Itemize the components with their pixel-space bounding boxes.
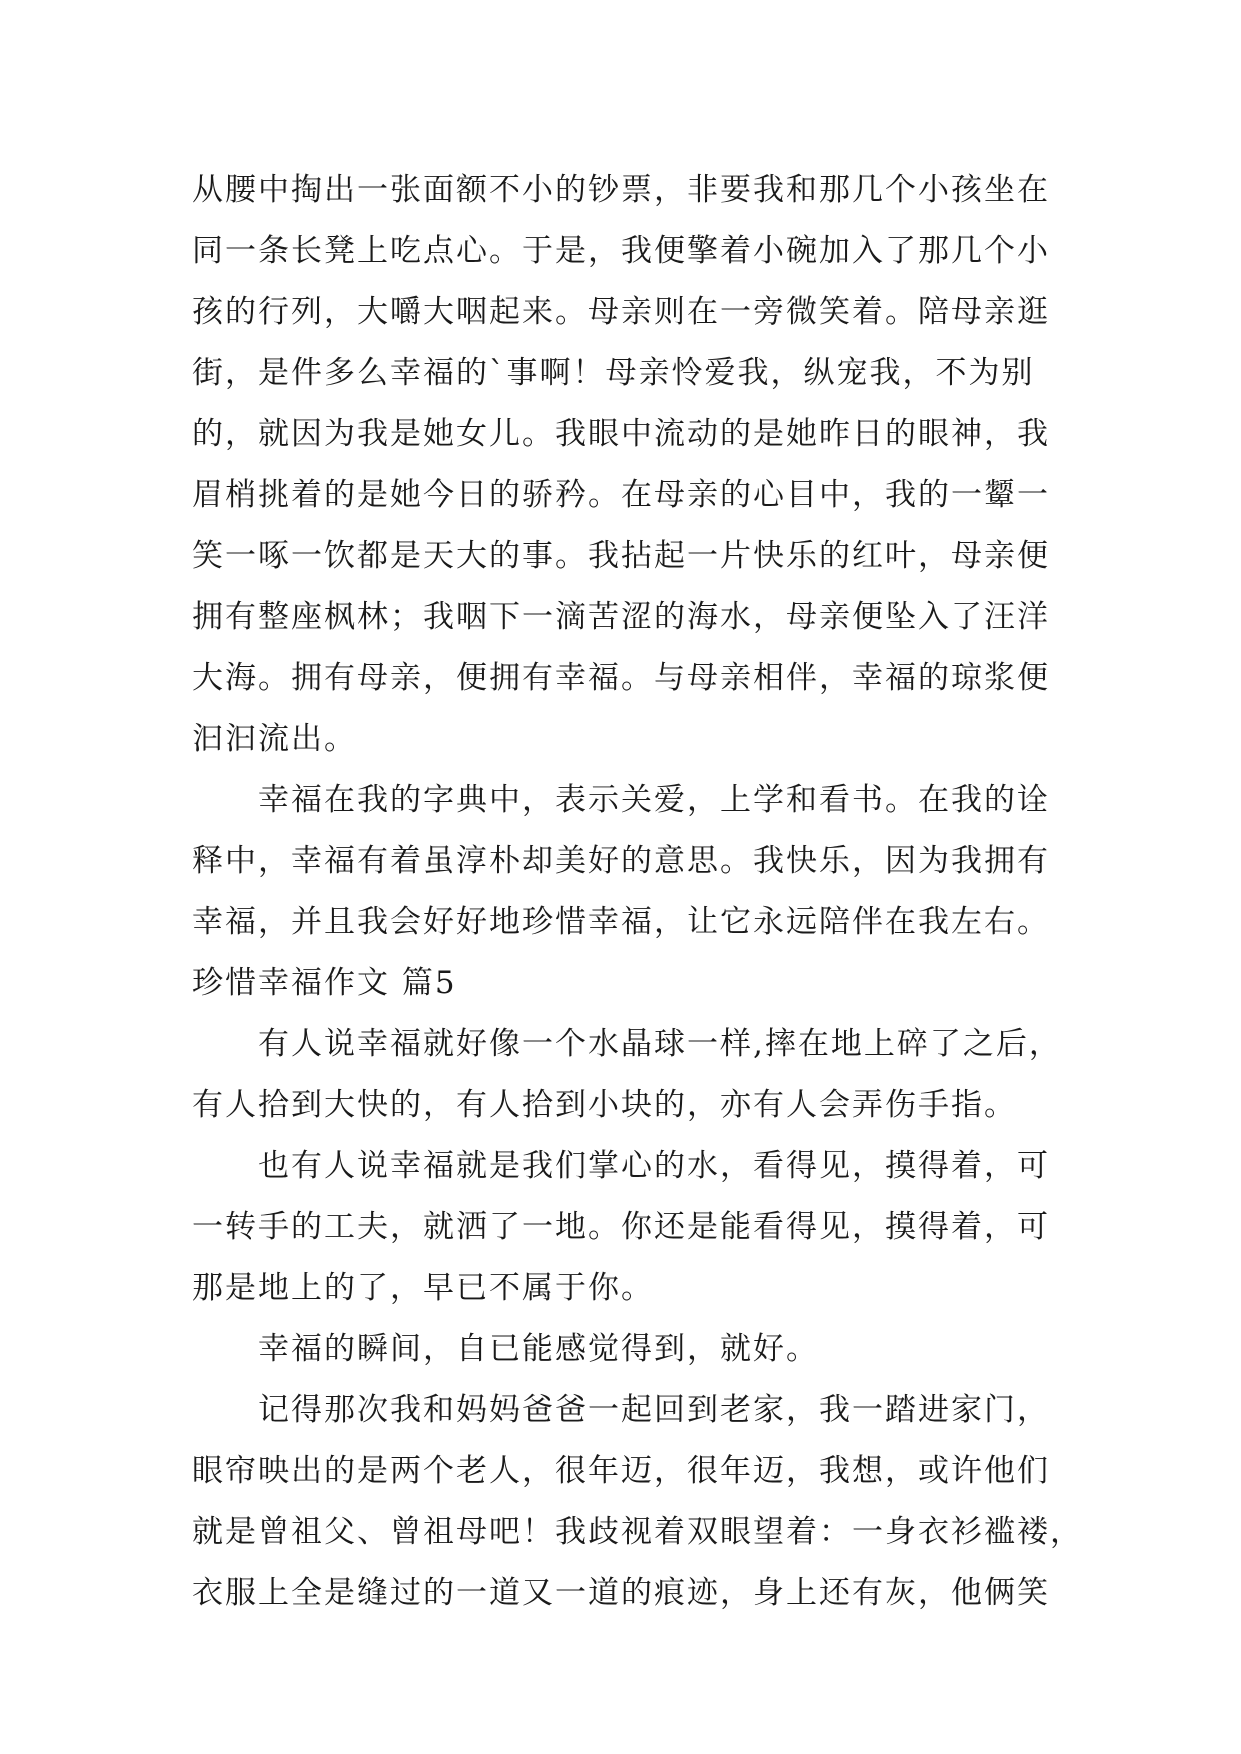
text-line: 笑一啄一饮都是天大的事。我拈起一片快乐的红叶，母亲便 (192, 538, 1050, 574)
text-line: 的，就因为我是她女儿。我眼中流动的是她昨日的眼神，我 (192, 416, 1050, 452)
text-line: 汩汩流出。 (192, 721, 357, 757)
section-heading: 珍惜幸福作文 篇5 (192, 965, 457, 1001)
paragraph-start-line: 记得那次我和妈妈爸爸一起回到老家，我一踏进家门， (258, 1392, 1050, 1428)
paragraph-start-line: 幸福的瞬间，自已能感觉得到，就好。 (258, 1331, 819, 1367)
essay-text (192, 160, 1083, 1624)
paragraph-start-line: 幸福在我的字典中，表示关爱，上学和看书。在我的诠 (258, 782, 1050, 818)
text-line: 一转手的工夫，就洒了一地。你还是能看得见，摸得着，可 (192, 1209, 1050, 1245)
paragraph-start-line: 有人说幸福就好像一个水晶球一样,摔在地上碎了之后， (258, 1026, 1062, 1062)
text-line: 从腰中掏出一张面额不小的钞票，非要我和那几个小孩坐在 (192, 172, 1050, 208)
text-line: 眼帘映出的是两个老人，很年迈，很年迈，我想，或许他们 (192, 1453, 1050, 1489)
text-line: 街，是件多么幸福的`事啊！母亲怜爱我，纵宠我，不为别 (192, 355, 1035, 391)
text-line: 拥有整座枫林；我咽下一滴苦涩的海水，母亲便坠入了汪洋 (192, 599, 1050, 635)
text-line: 释中，幸福有着虽淳朴却美好的意思。我快乐，因为我拥有 (192, 843, 1050, 879)
text-line: 衣服上全是缝过的一道又一道的痕迹，身上还有灰，他俩笑 (192, 1575, 1050, 1611)
text-line: 幸福，并且我会好好地珍惜幸福，让它永远陪伴在我左右。 (192, 904, 1050, 940)
text-line: 孩的行列，大嚼大咽起来。母亲则在一旁微笑着。陪母亲逛 (192, 294, 1050, 330)
paragraph-start-line: 也有人说幸福就是我们掌心的水，看得见，摸得着，可 (258, 1148, 1050, 1184)
text-line: 同一条长凳上吃点心。于是，我便擎着小碗加入了那几个小 (192, 233, 1050, 269)
text-line: 就是曾祖父、曾祖母吧！我歧视着双眼望着：一身衣衫褴褛， (192, 1514, 1083, 1550)
text-line: 有人拾到大快的，有人拾到小块的，亦有人会弄伤手指。 (192, 1087, 1017, 1123)
text-line: 大海。拥有母亲，便拥有幸福。与母亲相伴，幸福的琼浆便 (192, 660, 1050, 696)
text-line: 眉梢挑着的是她今日的骄矜。在母亲的心目中，我的一颦一 (192, 477, 1050, 513)
text-line: 那是地上的了，早已不属于你。 (192, 1270, 654, 1306)
